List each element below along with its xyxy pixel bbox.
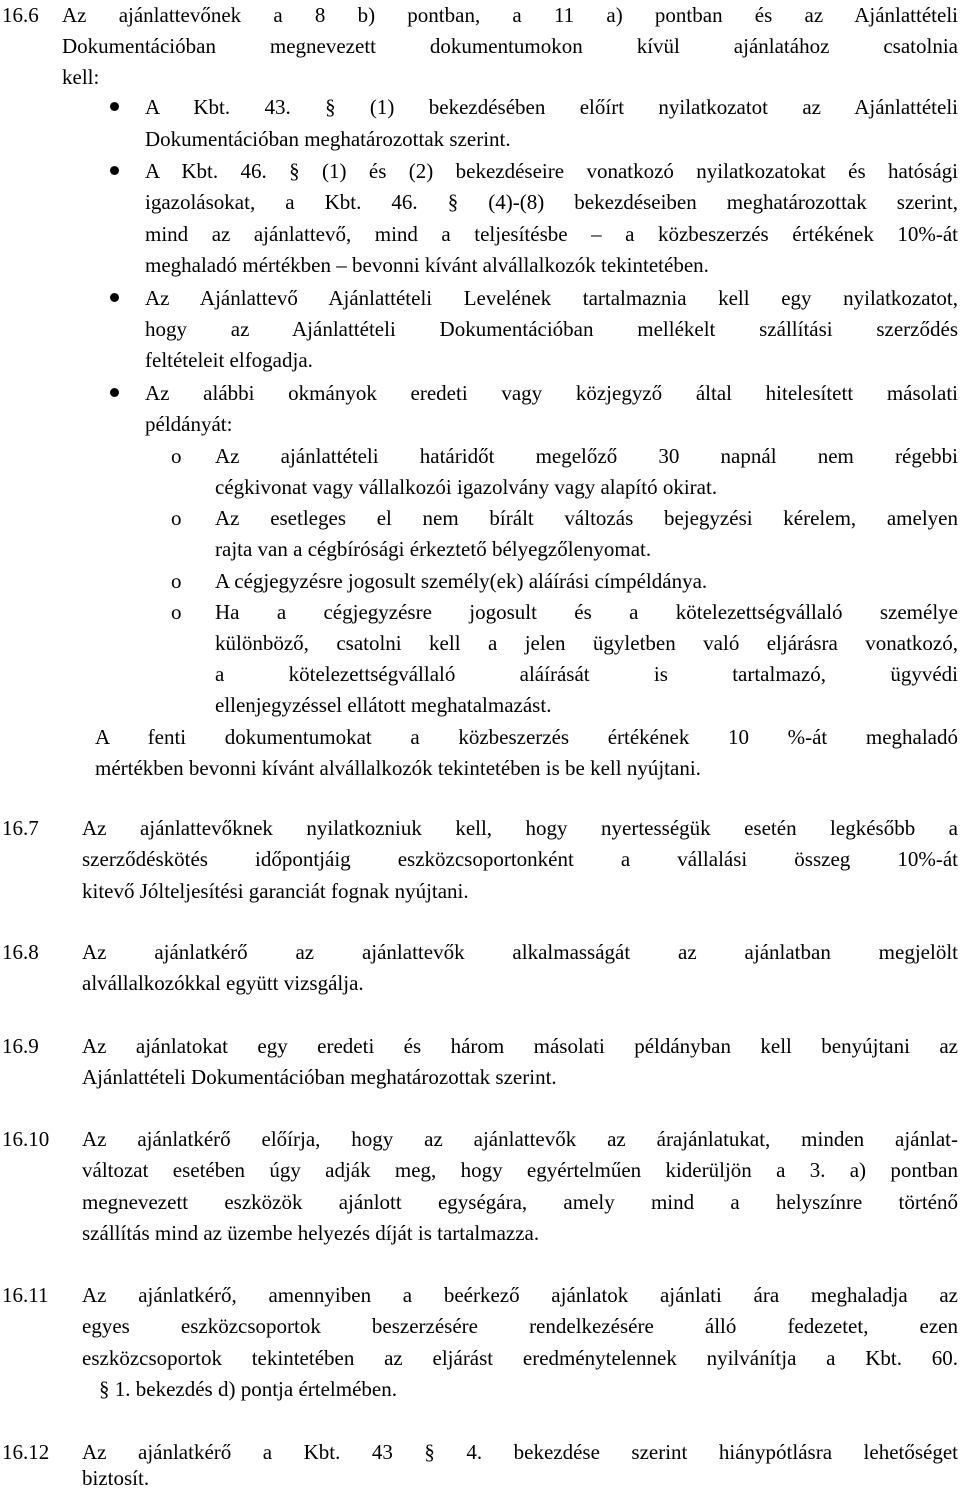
section-number-16-9: 16.9 [2, 1034, 39, 1058]
text-line: A Kbt. 43. § (1) bekezdésében előírt nyilatkozatot az Ajánlattételi [145, 95, 958, 119]
text-line: változat esetében úgy adják meg, hogy egyértelműen kiderüljön a 3. a) pontban [82, 1158, 958, 1182]
text-line: eszközcsoportok tekintetében az eljárást eredménytelennek nyilvánítja a Kbt. 60. [82, 1346, 958, 1370]
text-line: Az ajánlatkérő az ajánlattevők alkalmasságát az ajánlatban megjelölt [82, 940, 958, 964]
text-line: Az ajánlattevőnek a 8 b) pontban, a 11 a) pontban és az Ajánlattételi [62, 3, 958, 27]
bullet-icon [110, 388, 119, 397]
text-line: Dokumentációban megnevezett dokumentumokon kívül ajánlatához csatolnia [62, 34, 958, 58]
sub-bullet-marker: o [171, 569, 182, 593]
section-number-16-8: 16.8 [2, 940, 39, 964]
sub-bullet-marker: o [171, 506, 182, 530]
text-line: mind az ajánlattevő, mind a teljesítésbe – a közbeszerzés értékének 10%-át [145, 222, 958, 246]
text-line: ellenjegyzéssel ellátott meghatalmazást. [215, 693, 552, 717]
text-line: szerződéskötés időpontjáig eszközcsoportonként a vállalási összeg 10%-át [82, 847, 958, 871]
text-line: § 1. bekezdés d) pontja értelmében. [99, 1377, 397, 1401]
sub-bullet-marker: o [171, 444, 182, 468]
text-line: különböző, csatolni kell a jelen ügyletben való eljárásra vonatkozó, [215, 631, 958, 655]
text-line: Ajánlattételi Dokumentációban meghatározottak szerint. [82, 1065, 557, 1089]
text-line: cégkivonat vagy vállalkozói igazolvány vagy alapító okirat. [215, 475, 718, 499]
text-line: feltételeit elfogadja. [145, 348, 313, 372]
text-line: szállítás mind az üzembe helyezés díját is tartalmazza. [82, 1221, 540, 1245]
text-line: mértékben bevonni kívánt alvállalkozók tekintetében is be kell nyújtani. [95, 756, 701, 780]
text-line: Az alábbi okmányok eredeti vagy közjegyző által hitelesített másolati [145, 381, 958, 405]
text-line: hogy az Ajánlattételi Dokumentációban mellékelt szállítási szerződés [145, 317, 958, 341]
text-line: Az Ajánlattevő Ajánlattételi Levelének tartalmaznia kell egy nyilatkozatot, [145, 286, 958, 310]
text-line: A fenti dokumentumokat a közbeszerzés értékének 10 %-át meghaladó [95, 725, 958, 749]
bullet-icon [110, 166, 119, 175]
text-line: Az ajánlatkérő a Kbt. 43 § 4. bekezdése szerint hiánypótlásra lehetőséget [82, 1440, 958, 1464]
text-line: Az ajánlatokat egy eredeti és három másolati példányban kell benyújtani az [82, 1034, 958, 1058]
text-line: Az esetleges el nem bírált változás bejegyzési kérelem, amelyen [215, 506, 958, 530]
section-number-16-12: 16.12 [2, 1440, 50, 1464]
text-line: meghaladó mértékben – bevonni kívánt alvállalkozók tekintetében. [145, 253, 709, 277]
section-number-16-7: 16.7 [2, 816, 39, 840]
text-line: Az ajánlatkérő előírja, hogy az ajánlattevők az árajánlatukat, minden ajánlat- [82, 1127, 958, 1151]
section-number-16-10: 16.10 [2, 1127, 50, 1151]
text-line: biztosít. [82, 1466, 150, 1490]
text-line: a kötelezettségvállaló aláírását is tartalmazó, ügyvédi [215, 662, 958, 686]
text-line: kitevő Jólteljesítési garanciát fognak nyújtani. [82, 879, 469, 903]
text-line: megnevezett eszközök ajánlott egységára, amely mind a helyszínre történő [82, 1190, 958, 1214]
text-line: Ha a cégjegyzésre jogosult és a kötelezettségvállaló személye [215, 600, 958, 624]
text-line: Az ajánlatkérő, amennyiben a beérkező ajánlatok ajánlati ára meghaladja az [82, 1283, 958, 1307]
section-number-16-6: 16.6 [2, 3, 39, 27]
text-line: Dokumentációban meghatározottak szerint. [145, 127, 511, 151]
section-number-16-11: 16.11 [2, 1283, 49, 1307]
text-line: kell: [62, 65, 100, 89]
text-line: Az ajánlattételi határidőt megelőző 30 napnál nem régebbi [215, 444, 958, 468]
text-line: egyes eszközcsoportok beszerzésére rendelkezésére álló fedezetet, ezen [82, 1314, 958, 1338]
text-line: igazolásokat, a Kbt. 46. § (4)-(8) bekezdéseiben meghatározottak szerint, [145, 190, 958, 214]
text-line: A Kbt. 46. § (1) és (2) bekezdéseire vonatkozó nyilatkozatokat és hatósági [145, 159, 958, 183]
bullet-icon [110, 102, 119, 111]
text-line: rajta van a cégbírósági érkeztető bélyegzőlenyomat. [215, 537, 652, 561]
text-line: alvállalkozókkal együtt vizsgálja. [82, 971, 364, 995]
text-line: Az ajánlattevőknek nyilatkozniuk kell, hogy nyertességük esetén legkésőbb a [82, 816, 958, 840]
text-line: példányát: [145, 412, 233, 436]
sub-bullet-marker: o [171, 600, 182, 624]
bullet-icon [110, 293, 119, 302]
text-line: A cégjegyzésre jogosult személy(ek) aláírási címpéldánya. [215, 569, 708, 593]
